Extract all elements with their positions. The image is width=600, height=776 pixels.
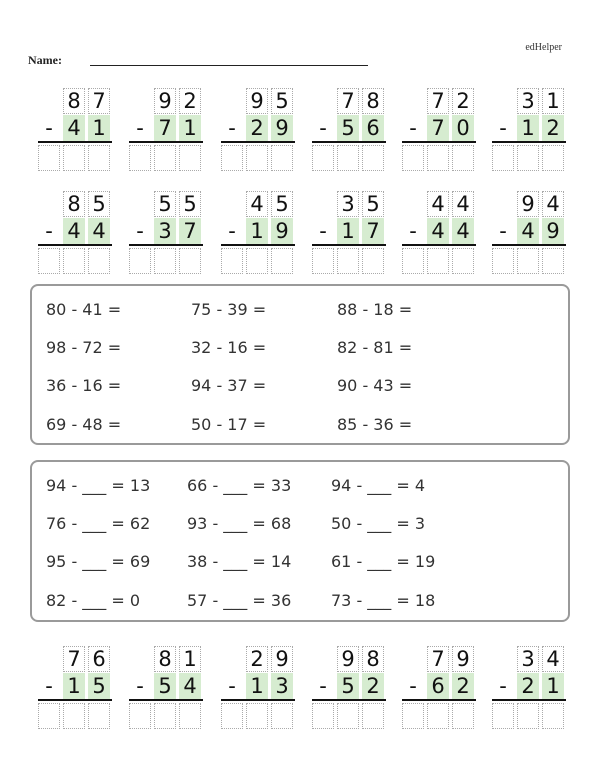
answer-rule [129, 244, 203, 246]
minuend-digit: 7 [92, 89, 106, 113]
answer-rule [129, 141, 203, 143]
minus-sign: - [228, 116, 236, 140]
vertical-problem [402, 646, 476, 736]
subtrahend-digit: 3 [158, 219, 172, 243]
subtrahend-digit: 1 [67, 674, 81, 698]
subtrahend-digit: 4 [67, 219, 81, 243]
vertical-problem [38, 646, 112, 736]
minuend-digit: 3 [341, 192, 355, 216]
answer-box[interactable] [492, 248, 514, 274]
answer-box[interactable] [221, 248, 243, 274]
answer-box[interactable] [179, 248, 201, 274]
answer-box[interactable] [129, 703, 151, 729]
answer-box[interactable] [427, 703, 449, 729]
answer-box[interactable] [246, 145, 268, 171]
minus-sign: - [45, 116, 53, 140]
subtrahend-digit: 1 [92, 116, 106, 140]
subtrahend-digit: 5 [158, 674, 172, 698]
answer-box[interactable] [129, 248, 151, 274]
vertical-problem [38, 88, 112, 178]
subtrahend-digit: 7 [431, 116, 445, 140]
name-label: Name: [28, 53, 62, 67]
minuend-digit: 4 [431, 192, 445, 216]
answer-box[interactable] [492, 703, 514, 729]
subtrahend-digit: 9 [275, 219, 289, 243]
minus-sign: - [499, 116, 507, 140]
minus-sign: - [319, 674, 327, 698]
equation: 88 - 18 = [337, 300, 413, 319]
answer-rule [312, 699, 386, 701]
minus-sign: - [499, 674, 507, 698]
subtrahend-digit: 7 [366, 219, 380, 243]
answer-box[interactable] [362, 248, 384, 274]
answer-box[interactable] [271, 145, 293, 171]
subtrahend-digit: 5 [341, 116, 355, 140]
brand-label: edHelper [525, 42, 562, 53]
subtrahend-digit: 4 [67, 116, 81, 140]
minuend-digit: 7 [431, 647, 445, 671]
subtrahend-digit: 1 [183, 116, 197, 140]
answer-rule [402, 141, 476, 143]
minuend-digit: 5 [275, 89, 289, 113]
vertical-problem [221, 646, 295, 736]
minus-sign: - [228, 219, 236, 243]
missing-number-problems-box [30, 460, 570, 622]
vertical-problems-row [0, 88, 600, 178]
subtrahend-digit: 1 [250, 219, 264, 243]
minuend-digit: 5 [183, 192, 197, 216]
vertical-problem [312, 191, 386, 281]
answer-rule [38, 244, 112, 246]
minus-sign: - [45, 674, 53, 698]
answer-box[interactable] [312, 248, 334, 274]
subtrahend-digit: 7 [183, 219, 197, 243]
answer-box[interactable] [63, 145, 85, 171]
equation: 61 - ___ = 19 [331, 552, 436, 571]
minuend-digit: 7 [67, 647, 81, 671]
equation: 80 - 41 = [46, 300, 122, 319]
vertical-problem [312, 88, 386, 178]
answer-box[interactable] [154, 248, 176, 274]
equation: 98 - 72 = [46, 338, 122, 357]
answer-rule [38, 699, 112, 701]
minuend-digit: 4 [456, 192, 470, 216]
answer-box[interactable] [402, 145, 424, 171]
answer-rule [221, 244, 295, 246]
answer-box[interactable] [452, 145, 474, 171]
answer-box[interactable] [402, 703, 424, 729]
minuend-digit: 9 [456, 647, 470, 671]
answer-box[interactable] [337, 248, 359, 274]
name-input-line[interactable] [90, 65, 368, 66]
answer-box[interactable] [427, 248, 449, 274]
minuend-digit: 4 [250, 192, 264, 216]
answer-box[interactable] [517, 248, 539, 274]
subtrahend-digit: 5 [341, 674, 355, 698]
minuend-digit: 3 [521, 89, 535, 113]
answer-box[interactable] [38, 248, 60, 274]
vertical-problems-row [0, 191, 600, 281]
equation: 69 - 48 = [46, 415, 122, 434]
answer-rule [492, 244, 566, 246]
minus-sign: - [409, 219, 417, 243]
answer-box[interactable] [312, 703, 334, 729]
answer-rule [38, 141, 112, 143]
minuend-digit: 9 [275, 647, 289, 671]
minus-sign: - [499, 219, 507, 243]
answer-box[interactable] [221, 703, 243, 729]
equation: 82 - ___ = 0 [46, 591, 141, 610]
subtrahend-digit: 4 [92, 219, 106, 243]
subtrahend-digit: 6 [366, 116, 380, 140]
answer-box[interactable] [88, 145, 110, 171]
answer-box[interactable] [154, 703, 176, 729]
answer-box[interactable] [542, 145, 564, 171]
minuend-digit: 2 [456, 89, 470, 113]
answer-box[interactable] [312, 145, 334, 171]
minuend-digit: 2 [183, 89, 197, 113]
answer-rule [312, 141, 386, 143]
minuend-digit: 7 [341, 89, 355, 113]
minus-sign: - [319, 116, 327, 140]
vertical-problem [402, 191, 476, 281]
minuend-digit: 8 [67, 89, 81, 113]
equation: 32 - 16 = [191, 338, 267, 357]
answer-box[interactable] [452, 248, 474, 274]
minuend-digit: 1 [183, 647, 197, 671]
subtrahend-digit: 9 [275, 116, 289, 140]
minuend-digit: 8 [158, 647, 172, 671]
equation: 94 - ___ = 13 [46, 476, 151, 495]
answer-box[interactable] [402, 248, 424, 274]
minuend-digit: 7 [431, 89, 445, 113]
minuend-digit: 5 [92, 192, 106, 216]
answer-box[interactable] [542, 248, 564, 274]
equation: 95 - ___ = 69 [46, 552, 151, 571]
minuend-digit: 8 [366, 89, 380, 113]
minuend-digit: 9 [341, 647, 355, 671]
answer-box[interactable] [179, 145, 201, 171]
equation: 85 - 36 = [337, 415, 413, 434]
subtrahend-digit: 2 [250, 116, 264, 140]
vertical-problem [221, 191, 295, 281]
answer-box[interactable] [63, 248, 85, 274]
minuend-digit: 4 [546, 192, 560, 216]
equation: 36 - 16 = [46, 376, 122, 395]
subtrahend-digit: 9 [546, 219, 560, 243]
subtrahend-digit: 2 [366, 674, 380, 698]
subtrahend-digit: 4 [521, 219, 535, 243]
subtrahend-digit: 1 [521, 116, 535, 140]
subtrahend-digit: 2 [546, 116, 560, 140]
minus-sign: - [228, 674, 236, 698]
vertical-problem [129, 88, 203, 178]
equation: 93 - ___ = 68 [187, 514, 292, 533]
subtrahend-digit: 3 [275, 674, 289, 698]
minuend-digit: 8 [67, 192, 81, 216]
vertical-problem [492, 191, 566, 281]
answer-box[interactable] [246, 248, 268, 274]
answer-box[interactable] [246, 703, 268, 729]
equation: 90 - 43 = [337, 376, 413, 395]
answer-box[interactable] [492, 145, 514, 171]
answer-rule [221, 699, 295, 701]
answer-rule [221, 141, 295, 143]
minuend-digit: 9 [158, 89, 172, 113]
equation: 50 - ___ = 3 [331, 514, 426, 533]
vertical-problem [221, 88, 295, 178]
equation: 76 - ___ = 62 [46, 514, 151, 533]
answer-box[interactable] [452, 703, 474, 729]
vertical-problem [129, 191, 203, 281]
answer-rule [402, 699, 476, 701]
answer-box[interactable] [271, 703, 293, 729]
minuend-digit: 3 [521, 647, 535, 671]
answer-box[interactable] [179, 703, 201, 729]
minuend-digit: 8 [366, 647, 380, 671]
horizontal-problems-box [30, 284, 570, 445]
answer-box[interactable] [337, 703, 359, 729]
subtrahend-digit: 2 [521, 674, 535, 698]
equation: 75 - 39 = [191, 300, 267, 319]
equation: 50 - 17 = [191, 415, 267, 434]
answer-box[interactable] [517, 145, 539, 171]
vertical-problem [492, 646, 566, 736]
minus-sign: - [409, 674, 417, 698]
answer-box[interactable] [337, 145, 359, 171]
subtrahend-digit: 6 [431, 674, 445, 698]
answer-box[interactable] [271, 248, 293, 274]
subtrahend-digit: 4 [431, 219, 445, 243]
minuend-digit: 4 [546, 647, 560, 671]
minuend-digit: 9 [250, 89, 264, 113]
minuend-digit: 2 [250, 647, 264, 671]
subtrahend-digit: 7 [158, 116, 172, 140]
subtrahend-digit: 2 [456, 674, 470, 698]
minus-sign: - [136, 116, 144, 140]
answer-box[interactable] [362, 703, 384, 729]
minuend-digit: 6 [92, 647, 106, 671]
vertical-problem [402, 88, 476, 178]
answer-rule [492, 699, 566, 701]
subtrahend-digit: 1 [341, 219, 355, 243]
answer-box[interactable] [427, 145, 449, 171]
answer-box[interactable] [542, 703, 564, 729]
minus-sign: - [136, 674, 144, 698]
answer-box[interactable] [63, 703, 85, 729]
subtrahend-digit: 1 [546, 674, 560, 698]
vertical-problem [312, 646, 386, 736]
answer-box[interactable] [38, 145, 60, 171]
answer-box[interactable] [517, 703, 539, 729]
minuend-digit: 5 [158, 192, 172, 216]
minus-sign: - [319, 219, 327, 243]
minus-sign: - [409, 116, 417, 140]
subtrahend-digit: 4 [183, 674, 197, 698]
subtrahend-digit: 4 [456, 219, 470, 243]
answer-rule [129, 699, 203, 701]
minuend-digit: 1 [546, 89, 560, 113]
equation: 66 - ___ = 33 [187, 476, 292, 495]
answer-box[interactable] [88, 248, 110, 274]
subtrahend-digit: 5 [92, 674, 106, 698]
answer-box[interactable] [38, 703, 60, 729]
subtrahend-digit: 1 [250, 674, 264, 698]
equation: 94 - ___ = 4 [331, 476, 426, 495]
minuend-digit: 5 [275, 192, 289, 216]
equation: 57 - ___ = 36 [187, 591, 292, 610]
minuend-digit: 5 [366, 192, 380, 216]
answer-rule [402, 244, 476, 246]
answer-box[interactable] [88, 703, 110, 729]
answer-box[interactable] [154, 145, 176, 171]
answer-box[interactable] [221, 145, 243, 171]
equation: 73 - ___ = 18 [331, 591, 436, 610]
answer-box[interactable] [129, 145, 151, 171]
answer-rule [312, 244, 386, 246]
equation: 82 - 81 = [337, 338, 413, 357]
minus-sign: - [136, 219, 144, 243]
answer-box[interactable] [362, 145, 384, 171]
answer-rule [492, 141, 566, 143]
minus-sign: - [45, 219, 53, 243]
minuend-digit: 9 [521, 192, 535, 216]
equation: 38 - ___ = 14 [187, 552, 292, 571]
equation: 94 - 37 = [191, 376, 267, 395]
subtrahend-digit: 0 [456, 116, 470, 140]
vertical-problem [492, 88, 566, 178]
vertical-problem [38, 191, 112, 281]
vertical-problem [129, 646, 203, 736]
vertical-problems-row [0, 646, 600, 736]
